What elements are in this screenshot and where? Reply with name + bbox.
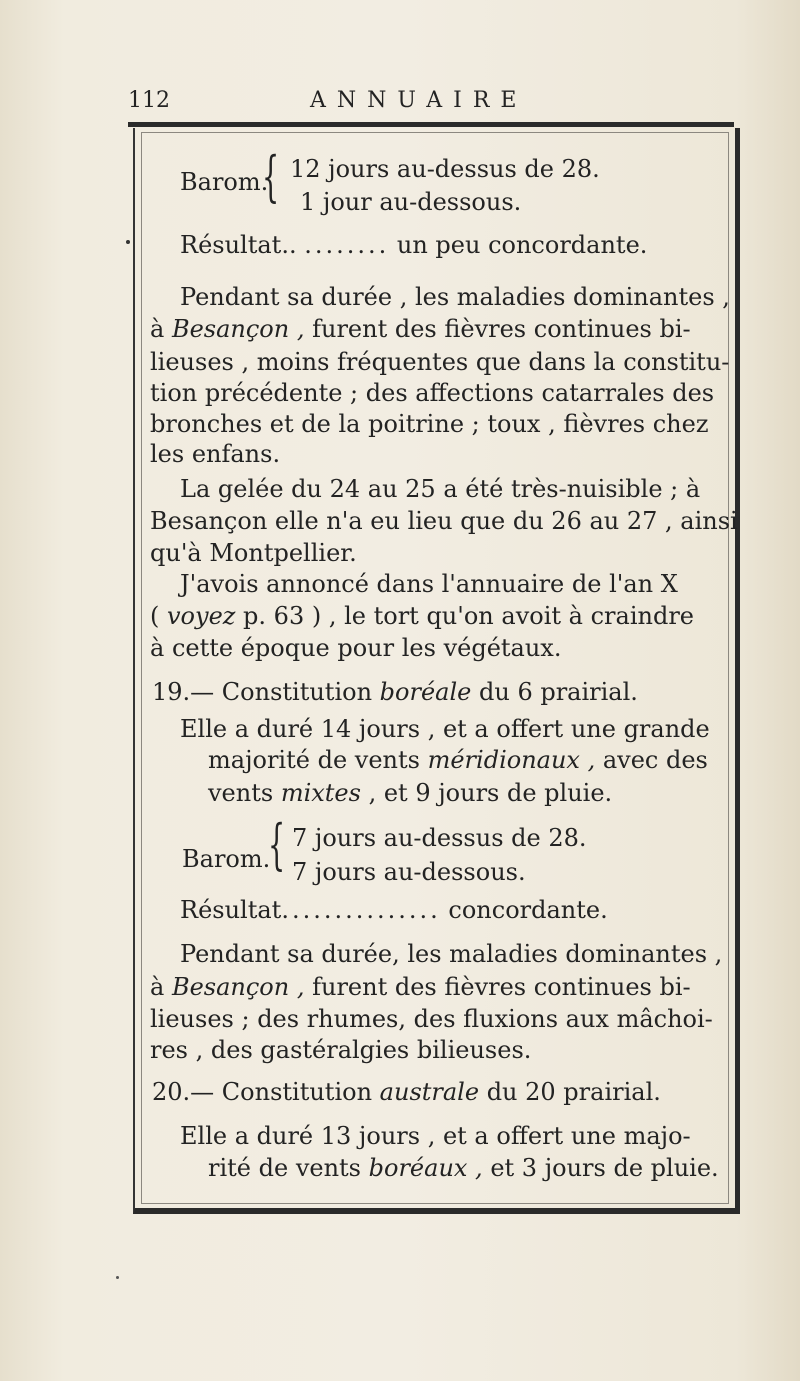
brace: {	[262, 145, 280, 208]
text-run: majorité de vents	[208, 746, 428, 774]
section20-intro-1: Elle a duré 13 jours , et a offert une majo-	[180, 1122, 691, 1150]
section19-diseases-3: lieuses ; des rhumes, des fluxions aux mâchoi-	[150, 1005, 713, 1033]
text-run: et 3 jours de pluie.	[482, 1154, 719, 1182]
barom-label: Barom.	[182, 845, 271, 873]
result-value: concordante.	[448, 896, 608, 924]
barom-above: 7 jours au-dessus de 28.	[292, 824, 587, 852]
text-run: avec des	[595, 746, 708, 774]
text-run: 20.— Constitution	[152, 1078, 380, 1106]
wind-type: boréaux ,	[368, 1154, 483, 1182]
para2-line-3: qu'à Montpellier.	[150, 539, 357, 567]
text-run: , et 9 jours de pluie.	[360, 779, 613, 807]
result-value: un peu concordante.	[396, 231, 648, 259]
text-run: du 20 prairial.	[479, 1078, 661, 1106]
text-run: (	[150, 602, 167, 630]
text-run: p. 63 ) , le tort qu'on avoit à craindre	[235, 602, 694, 630]
section19-intro-2	[208, 748, 708, 772]
text-run: à	[150, 315, 172, 343]
section19-intro-1: Elle a duré 14 jours , et a offert une grande	[180, 715, 710, 743]
text-run: vents	[208, 779, 281, 807]
running-title: ANNUAIRE	[310, 88, 528, 113]
barom-above: 12 jours au-dessus de 28.	[290, 155, 600, 183]
para1-line-5: bronches et de la poitrine ; toux , fièvres chez	[150, 410, 709, 438]
section20-heading	[152, 1080, 661, 1104]
running-head	[128, 88, 728, 118]
result-dots: ........	[304, 231, 390, 259]
brace: {	[268, 813, 286, 876]
para3-line-1: J'avois annoncé dans l'annuaire de l'an X	[180, 570, 678, 598]
barom-below: 1 jour au-dessous.	[300, 188, 522, 216]
place-name: Besançon ,	[171, 973, 305, 1001]
result-label: Résultat..	[180, 231, 297, 259]
para1-line-2	[150, 317, 691, 341]
text-run: rité de vents	[208, 1154, 369, 1182]
print-mark	[126, 240, 130, 244]
para2-line-1: La gelée du 24 au 25 a été très-nuisible ; à	[180, 475, 701, 503]
text-run: à	[150, 973, 172, 1001]
para1-line-4: tion précédente ; des affections catarrales des	[150, 379, 715, 407]
section20-intro-2	[208, 1156, 719, 1180]
para1-line-3: lieuses , moins fréquentes que dans la constitu-	[150, 348, 730, 376]
barom-below: 7 jours au-dessous.	[292, 858, 526, 886]
text-run: du 6 prairial.	[471, 678, 638, 706]
result-label: Résultat	[180, 896, 282, 924]
result-dots: ...............	[281, 896, 441, 924]
wind-type: méridionaux ,	[427, 746, 596, 774]
result-line	[180, 898, 608, 922]
top-rule	[128, 122, 734, 127]
para1-line-1: Pendant sa durée , les maladies dominantes ,	[180, 283, 730, 311]
reference-word: voyez	[167, 602, 236, 630]
paper-speck	[116, 1276, 119, 1279]
section19-diseases-1: Pendant sa durée, les maladies dominantes ,	[180, 940, 723, 968]
constitution-type: australe	[379, 1078, 480, 1106]
constitution-type: boréale	[379, 678, 472, 706]
wind-type: mixtes	[280, 779, 361, 807]
barom-label: Barom.	[180, 168, 269, 196]
text-run: furent des fièvres continues bi-	[304, 973, 691, 1001]
para2-line-2: Besançon elle n'a eu lieu que du 26 au 27 , ainsi	[150, 507, 738, 535]
para3-line-2	[150, 604, 694, 628]
place-name: Besançon ,	[171, 315, 305, 343]
result-line	[180, 233, 647, 257]
section19-diseases-4: res , des gastéralgies bilieuses.	[150, 1036, 532, 1064]
para1-line-6: les enfans.	[150, 440, 281, 468]
section19-intro-3	[208, 781, 612, 805]
section19-diseases-2	[150, 975, 691, 999]
section19-heading	[152, 680, 638, 704]
para3-line-3: à cette époque pour les végétaux.	[150, 634, 562, 662]
text-run: 19.— Constitution	[152, 678, 380, 706]
page-number: 112	[128, 88, 170, 113]
text-run: furent des fièvres continues bi-	[304, 315, 691, 343]
